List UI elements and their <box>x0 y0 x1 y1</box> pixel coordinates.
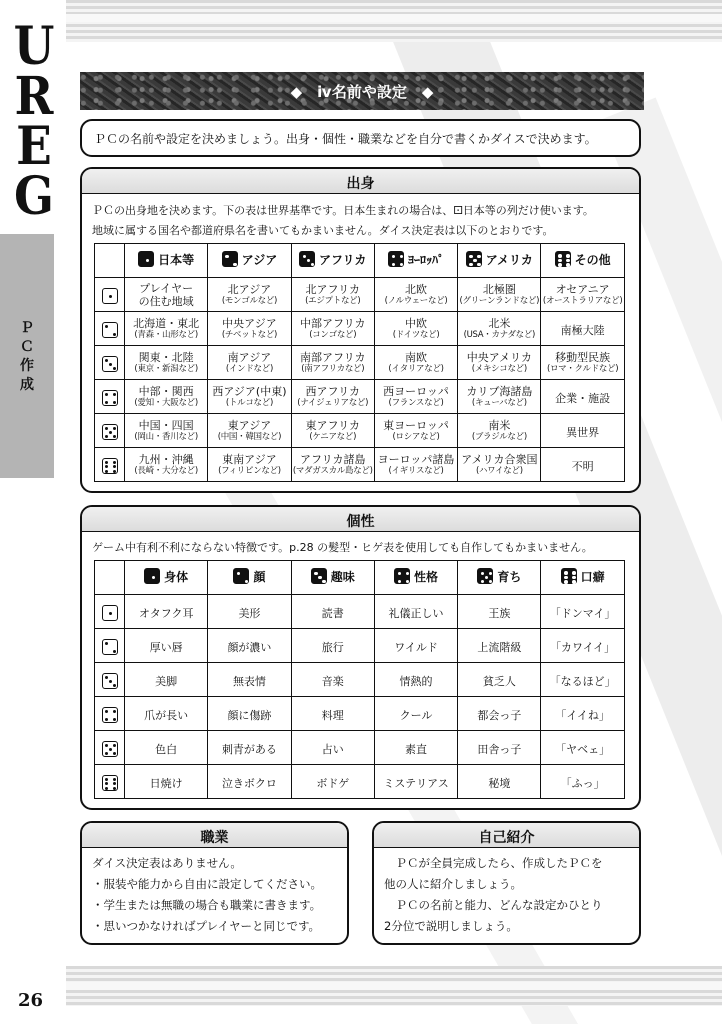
table-row <box>95 629 625 663</box>
die-face-1-icon <box>144 568 160 584</box>
self-intro-line: 2分位で説明しましょう。 <box>384 919 518 933</box>
occupation-text <box>92 853 339 937</box>
die-face-2-icon <box>102 322 118 338</box>
table-cell <box>125 663 208 697</box>
table-row <box>95 346 625 380</box>
cell-text: クール <box>399 709 433 722</box>
cell-text: 読書 <box>321 607 344 620</box>
table-cell <box>208 312 291 346</box>
cell-main-text: 東アジア <box>227 418 272 432</box>
row-die-cell <box>95 629 125 663</box>
table-cell <box>291 414 374 448</box>
table-cell <box>374 448 457 482</box>
die-face-3-icon <box>311 568 327 584</box>
cell-sub-text: (ケニアなど) <box>309 431 357 442</box>
column-header <box>541 561 624 595</box>
cell-sub-text: (青森・山形など) <box>134 329 198 340</box>
column-header-label: 身体 <box>164 569 189 584</box>
die-face-4-icon <box>394 568 410 584</box>
cell-main-text: 中部アフリカ <box>300 316 366 330</box>
table-cell <box>541 765 624 799</box>
cell-sub-text: (グリーンランドなど) <box>459 295 540 306</box>
table-cell <box>125 731 208 765</box>
cell-sub-text: (USA・カナダなど) <box>463 329 536 340</box>
cell-sub-text: (ノルウェーなど) <box>384 295 448 306</box>
die-face-1-icon <box>138 251 154 267</box>
table-cell <box>458 731 541 765</box>
cell-text: 泣きボクロ <box>221 777 277 790</box>
row-die-cell <box>95 697 125 731</box>
table-header-row <box>95 244 625 278</box>
cell-text: 色白 <box>155 743 178 756</box>
table-cell <box>208 731 291 765</box>
cell-sub-text: (岡山・香川など) <box>134 431 198 442</box>
table-row <box>95 414 625 448</box>
cell-main-text: カリブ海諸島 <box>466 384 533 398</box>
cell-main-text: オセアニア <box>555 282 610 296</box>
section-title: ◆ ⅳ名前や設定 ◆ <box>290 83 434 101</box>
die-face-5-icon <box>102 741 118 757</box>
occupation-line: ・思いつかなければプレイヤーと同じです。 <box>92 919 321 933</box>
cell-sub-text: (長崎・大分など) <box>134 465 198 476</box>
chapter-tab-char: 成 <box>20 376 34 392</box>
row-die-cell <box>95 663 125 697</box>
origin-description-line: ＰＣの出身地を決めます。下の表は世界基準です。日本生まれの場合は、⚀日本等の列だけ使います。 <box>92 204 594 217</box>
cell-main-text: 西アフリカ <box>305 384 360 398</box>
chapter-tab-label <box>0 318 54 394</box>
cell-text: 素直 <box>405 743 428 756</box>
table-cell <box>374 765 457 799</box>
table-row <box>95 731 625 765</box>
table-cell <box>125 629 208 663</box>
cell-text: 「ヤベェ」 <box>555 743 611 756</box>
die-face-5-icon <box>477 568 493 584</box>
table-cell <box>374 663 457 697</box>
column-header <box>458 244 541 278</box>
cell-sub-text: (キューバなど) <box>471 397 527 408</box>
table-cell <box>125 765 208 799</box>
cell-sub-text: (ブラジルなど) <box>471 431 527 442</box>
table-cell <box>541 663 624 697</box>
table-cell <box>208 663 291 697</box>
cell-sub-text: (インドなど) <box>225 363 273 374</box>
self-intro-line: ＰＣが全員完成したら、作成したＰＣを <box>384 856 603 870</box>
column-header <box>208 561 291 595</box>
cell-sub-text: (中国・韓国など) <box>217 431 282 442</box>
table-cell <box>291 312 374 346</box>
cell-main-text: 北極圏 <box>482 282 516 296</box>
cell-main-text: アメリカ合衆国 <box>461 452 538 466</box>
column-header <box>125 561 208 595</box>
cell-sub-text: (ロマ・クルドなど) <box>546 363 619 374</box>
die-face-5-icon <box>466 251 482 267</box>
cell-text: 情熱的 <box>399 675 433 688</box>
cell-main-text: 東南アジア <box>222 452 277 466</box>
self-intro-line: 他の人に紹介しましょう。 <box>384 877 522 891</box>
table-cell <box>291 595 374 629</box>
cell-main-text: 移動型民族 <box>555 350 611 364</box>
column-header-label: 性格 <box>414 569 439 584</box>
table-cell <box>374 380 457 414</box>
row-die-cell <box>95 346 125 380</box>
cell-text: 料理 <box>321 709 344 722</box>
die-face-2-icon <box>222 251 238 267</box>
cell-sub-text: (南アフリカなど) <box>301 363 365 374</box>
row-die-cell <box>95 414 125 448</box>
cell-main-text: 南米 <box>488 418 511 432</box>
table-row <box>95 278 625 312</box>
page-number: 26 <box>18 990 44 1011</box>
die-face-6-icon <box>555 251 571 267</box>
cell-text: 顔が濃い <box>227 641 272 654</box>
cell-sub-text: (エジプトなど) <box>305 295 361 306</box>
table-cell <box>458 663 541 697</box>
column-header <box>208 244 291 278</box>
occupation-title: 職業 <box>200 830 229 846</box>
table-cell <box>458 312 541 346</box>
table-cell <box>125 380 208 414</box>
column-header-label: 口癖 <box>580 569 605 584</box>
cell-text: 無表情 <box>232 675 266 688</box>
table-cell <box>374 414 457 448</box>
column-header-label: ﾖｰﾛｯﾊﾟ <box>408 252 445 267</box>
cell-main-text: 南極大陸 <box>560 324 605 337</box>
cell-main-text: 中国・四国 <box>138 418 194 432</box>
cell-main-text: 企業・施設 <box>555 392 611 405</box>
cell-sub-text: (マダガスカル島など) <box>292 465 373 476</box>
cell-text: ワイルド <box>394 641 438 654</box>
table-cell <box>374 278 457 312</box>
cell-sub-text: (モンゴルなど) <box>221 295 278 306</box>
table-cell <box>374 731 457 765</box>
table-cell <box>374 629 457 663</box>
die-face-4-icon <box>102 390 118 406</box>
row-die-cell <box>95 312 125 346</box>
column-header-label: 日本等 <box>158 252 195 267</box>
personality-description: ゲーム中有利不利にならない特徴です。p.28 の髪型・ヒゲ表を使用しても自作してもかまいません。 <box>92 541 593 554</box>
table-cell <box>291 448 374 482</box>
table-cell <box>208 278 291 312</box>
cell-main-text: 異世界 <box>566 426 600 439</box>
cell-sub-text: (東京・新潟など) <box>134 363 198 374</box>
table-cell <box>291 346 374 380</box>
table-cell <box>374 346 457 380</box>
cell-main-text: 北アジア <box>227 282 272 296</box>
cell-text: 「イイね」 <box>555 709 610 722</box>
table-row <box>95 697 625 731</box>
die-face-2-icon <box>233 568 249 584</box>
self-intro-title: 自己紹介 <box>478 830 535 846</box>
column-header <box>291 244 374 278</box>
origin-box <box>80 167 641 493</box>
occupation-line: ダイス決定表はありません。 <box>92 856 242 870</box>
table-row <box>95 380 625 414</box>
cell-sub-text: (愛知・大阪など) <box>134 397 198 408</box>
logo-letter: U <box>13 16 55 77</box>
row-die-cell <box>95 448 125 482</box>
table-cell <box>125 278 208 312</box>
cell-text: 王族 <box>488 607 511 620</box>
cell-sub-text: (オーストラリアなど) <box>542 295 623 306</box>
table-cell <box>208 697 291 731</box>
logo-letter: R <box>14 66 54 127</box>
table-cell <box>458 278 541 312</box>
table-cell <box>541 629 624 663</box>
cell-sub-text: (ドイツなど) <box>392 329 440 340</box>
chapter-tab-char: Ｃ <box>20 338 34 354</box>
origin-table <box>94 243 625 482</box>
sidebar-logo-letters <box>4 16 64 227</box>
cell-sub-text: (メキシコなど) <box>471 363 527 374</box>
die-face-2-icon <box>102 639 118 655</box>
cell-text: 顔に傷跡 <box>227 709 272 722</box>
bottom-decorative-band <box>66 966 722 1006</box>
column-header-label: アフリカ <box>319 252 367 267</box>
cell-text: 「ドンマイ」 <box>549 607 616 620</box>
table-cell <box>125 697 208 731</box>
table-cell <box>125 448 208 482</box>
cell-sub-text: (イタリアなど) <box>388 363 444 374</box>
table-cell <box>208 765 291 799</box>
row-die-cell <box>95 278 125 312</box>
table-cell <box>374 697 457 731</box>
table-cell <box>291 731 374 765</box>
table-row <box>95 765 625 799</box>
cell-main-text: 北海道・東北 <box>133 316 200 330</box>
chapter-tab-char: Ｐ <box>20 319 34 335</box>
cell-sub-text: (トルコなど) <box>225 397 273 408</box>
occupation-line: ・学生または無職の場合も職業に書きます。 <box>92 898 322 912</box>
die-face-6-icon <box>102 775 118 791</box>
cell-text: 上流階級 <box>477 641 522 654</box>
column-header <box>374 244 457 278</box>
table-cell <box>541 697 624 731</box>
cell-text: 旅行 <box>321 641 344 654</box>
cell-main-text: 中欧 <box>405 316 428 330</box>
die-face-4-icon <box>388 251 404 267</box>
row-die-cell <box>95 595 125 629</box>
cell-text: 日焼け <box>149 777 183 790</box>
column-header <box>541 244 624 278</box>
cell-sub-text: (フランスなど) <box>388 397 444 408</box>
cell-text: ボドゲ <box>316 777 350 790</box>
table-row <box>95 663 625 697</box>
personality-box <box>80 505 641 810</box>
die-face-3-icon <box>299 251 315 267</box>
cell-main-text: アフリカ諸島 <box>300 452 366 466</box>
table-cell <box>291 663 374 697</box>
table-cell <box>458 414 541 448</box>
table-cell <box>541 346 624 380</box>
column-header <box>125 244 208 278</box>
cell-main-text: 南欧 <box>405 350 428 364</box>
table-cell <box>458 595 541 629</box>
cell-text: 「なるほど」 <box>549 675 616 688</box>
cell-text: 「カワイイ」 <box>550 641 616 654</box>
row-die-cell <box>95 765 125 799</box>
die-face-4-icon <box>102 707 118 723</box>
occupation-box <box>80 821 349 945</box>
section-header <box>80 72 644 110</box>
table-cell <box>541 414 624 448</box>
cell-text: 爪が長い <box>144 709 189 722</box>
cell-text: 田舎っ子 <box>477 743 522 756</box>
table-cell <box>541 448 624 482</box>
origin-title: 出身 <box>346 176 375 192</box>
cell-main-text: 東ヨーロッパ <box>383 418 449 432</box>
table-cell <box>458 448 541 482</box>
table-cell <box>291 380 374 414</box>
table-cell <box>125 595 208 629</box>
die-face-6-icon <box>102 458 118 474</box>
cell-main-text: プレイヤー <box>139 281 194 295</box>
row-die-cell <box>95 731 125 765</box>
table-cell <box>458 380 541 414</box>
cell-sub-text: の住む地域 <box>138 294 194 308</box>
column-header <box>374 561 457 595</box>
cell-main-text: 不明 <box>571 460 594 473</box>
table-cell <box>291 765 374 799</box>
cell-text: 秘境 <box>488 777 511 790</box>
cell-main-text: 南アジア <box>227 350 272 364</box>
cell-main-text: 中部・関西 <box>138 384 194 398</box>
die-face-3-icon <box>102 356 118 372</box>
table-cell <box>374 312 457 346</box>
cell-text: 刺青がある <box>221 743 277 756</box>
column-header-label: 育ち <box>497 569 522 584</box>
cell-text: オタフク耳 <box>138 607 194 620</box>
cell-sub-text: (ナイジェリアなど) <box>297 397 369 408</box>
table-cell <box>208 448 291 482</box>
cell-sub-text: (コンゴなど) <box>309 329 357 340</box>
cell-sub-text: (ロシアなど) <box>392 431 440 442</box>
intro-box <box>80 119 641 157</box>
table-header-row <box>95 561 625 595</box>
table-cell <box>125 414 208 448</box>
table-cell <box>208 346 291 380</box>
top-decorative-band <box>66 0 722 42</box>
cell-main-text: 中央アジア <box>222 316 277 330</box>
cell-sub-text: (チベットなど) <box>221 329 278 340</box>
table-row <box>95 312 625 346</box>
cell-main-text: 九州・沖縄 <box>138 452 194 466</box>
table-cell <box>541 380 624 414</box>
table-cell <box>458 346 541 380</box>
logo-letter: G <box>14 166 54 227</box>
cell-text: 美形 <box>238 607 261 620</box>
table-cell <box>541 278 624 312</box>
table-cell <box>291 278 374 312</box>
cell-main-text: 北米 <box>488 316 511 330</box>
die-face-5-icon <box>102 424 118 440</box>
table-cell <box>125 312 208 346</box>
cell-text: ミステリアス <box>383 777 449 790</box>
chapter-tab-char: 作 <box>20 357 34 373</box>
table-cell <box>541 731 624 765</box>
cell-text: 音楽 <box>321 675 344 688</box>
chapter-tab <box>0 234 54 478</box>
column-header-label: 顔 <box>253 569 266 584</box>
cell-text: 都会っ子 <box>477 709 522 722</box>
table-cell <box>208 380 291 414</box>
origin-description-line: 地域に属する国名や都道府県名を書いてもかまいません。ダイス決定表は以下のとおりです。 <box>92 224 554 237</box>
cell-text: 厚い唇 <box>149 641 183 654</box>
table-cell <box>374 595 457 629</box>
column-header <box>458 561 541 595</box>
table-cell <box>291 629 374 663</box>
table-cell <box>291 697 374 731</box>
self-intro-text <box>384 853 631 937</box>
cell-main-text: 西アジア(中東) <box>212 384 287 398</box>
cell-text: 「ふっ」 <box>560 777 605 790</box>
self-intro-line: ＰＣの名前と能力、どんな設定かひとり <box>384 898 603 912</box>
cell-main-text: 北アフリカ <box>305 282 360 296</box>
cell-main-text: 中央アメリカ <box>466 350 532 364</box>
table-cell <box>541 595 624 629</box>
die-face-3-icon <box>102 673 118 689</box>
die-face-6-icon <box>561 568 577 584</box>
intro-text: ＰＣの名前や設定を決めましょう。出身・個性・職業などを自分で書くかダイスで決めます。 <box>94 132 597 146</box>
table-corner-cell <box>95 561 125 595</box>
column-header-label: その他 <box>574 252 611 267</box>
table-row <box>95 448 625 482</box>
logo-letter: E <box>16 116 52 177</box>
personality-title: 個性 <box>346 514 375 530</box>
table-cell <box>458 629 541 663</box>
cell-text: 美脚 <box>155 675 178 688</box>
cell-text: 礼儀正しい <box>388 607 444 620</box>
table-cell <box>458 765 541 799</box>
table-cell <box>541 312 624 346</box>
table-row <box>95 595 625 629</box>
cell-sub-text: (ハワイなど) <box>475 465 523 476</box>
occupation-line: ・服装や能力から自由に設定してください。 <box>92 877 322 891</box>
table-cell <box>208 629 291 663</box>
cell-main-text: 西ヨーロッパ <box>383 384 449 398</box>
column-header-label: アジア <box>241 252 278 267</box>
column-header-label: アメリカ <box>485 252 533 267</box>
self-intro-box <box>372 821 641 945</box>
cell-main-text: 南部アフリカ <box>300 350 366 364</box>
die-face-1-icon <box>102 288 118 304</box>
personality-table <box>94 560 625 799</box>
cell-main-text: 関東・北陸 <box>138 350 194 364</box>
cell-main-text: 北欧 <box>405 282 428 296</box>
cell-text: 占い <box>321 743 344 756</box>
cell-main-text: 東アフリカ <box>305 418 360 432</box>
table-cell <box>208 595 291 629</box>
cell-main-text: ヨーロッパ諸島 <box>377 452 455 466</box>
row-die-cell <box>95 380 125 414</box>
table-cell <box>458 697 541 731</box>
die-face-1-icon <box>102 605 118 621</box>
table-corner-cell <box>95 244 125 278</box>
table-cell <box>208 414 291 448</box>
cell-sub-text: (イギリスなど) <box>388 465 444 476</box>
column-header-label: 趣味 <box>330 569 355 584</box>
cell-sub-text: (フィリピンなど) <box>218 465 281 476</box>
cell-text: 貧乏人 <box>482 675 516 688</box>
column-header <box>291 561 374 595</box>
table-cell <box>125 346 208 380</box>
